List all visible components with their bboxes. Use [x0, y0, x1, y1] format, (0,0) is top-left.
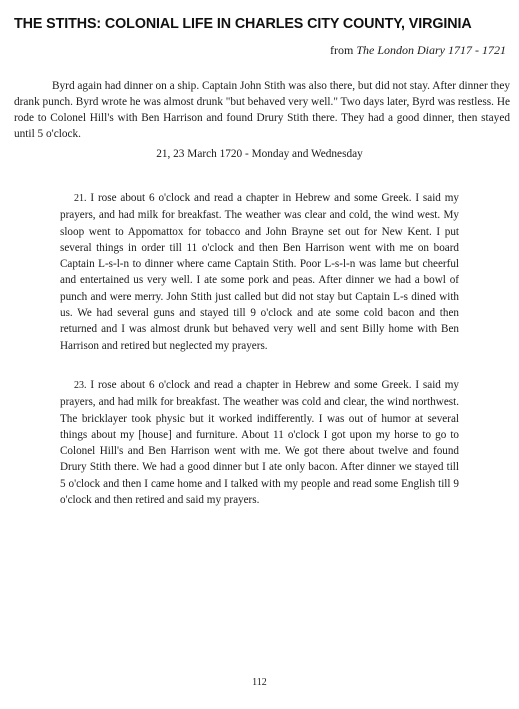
diary-entry	[60, 377, 459, 508]
date-heading: 21, 23 March 1720 - Monday and Wednesday	[156, 148, 363, 160]
entry-day-number: 23.	[74, 380, 87, 391]
page-number: 112	[252, 677, 267, 688]
page-title: THE STITHS: COLONIAL LIFE IN CHARLES CITY COUNTY, VIRGINIA	[14, 16, 472, 32]
entry-text: I rose about 6 o'clock and read a chapter in Hebrew and some Greek. I said my prayers, and had milk for breakfast. The weather was clear and cold, the wind west. My sloop went to Appomattox for tobacco and John Brayne set out for New Kent. I put several things in order till 11 o'clock and then Ben Harrison went with me on board Captain L-s-l-n to dinner where came Captain Stith. Poor L-s-l-n was lame but cheerful and entertained us very well. I ate some pork and peas. After dinner we had a bowl of punch and were merry. John Stith just called but did not stay but Captain L-s dined with us. We had several guns and stayed till 9 o'clock and ate some cold bacon and then returned and I was almost drunk but behaved very well and sent Billy home with Ben Harrison and retired but neglected my prayers.	[60, 192, 459, 352]
intro-paragraph: Byrd again had dinner on a ship. Captain John Stith was also there, but did not stay. After dinner they drank punch. Byrd wrote he was almost drunk "but behaved very well." Two days later, Byrd was restless. He rode to Colonel Hill's with Ben Harrison and found Drury Stith there. They had a good dinner, then stayed until 5 o'clock.	[14, 80, 510, 140]
diary-entry	[60, 190, 459, 354]
source-title: The London Diary 1717 - 1721	[356, 43, 506, 57]
source-citation	[330, 43, 506, 58]
entry-text: I rose about 6 o'clock and read a chapter in Hebrew and some Greek. I said my prayers, and had milk for breakfast. The weather was cold and clear, the wind northwest. The bricklayer took physic but it worked indifferently. I was out of humor at several things about my [house] and furniture. About 11 o'clock I got upon my horse to go to Colonel Hill's and Ben Harrison went with me. We got there about twelve and found Drury Stith there. We had a good dinner but I ate only bacon. After dinner we stayed till 5 o'clock and then I came home and I talked with my people and read some English till 9 o'clock and then retired and said my prayers.	[60, 379, 459, 507]
entry-day-number: 21.	[74, 193, 87, 204]
source-prefix: from	[330, 43, 354, 57]
